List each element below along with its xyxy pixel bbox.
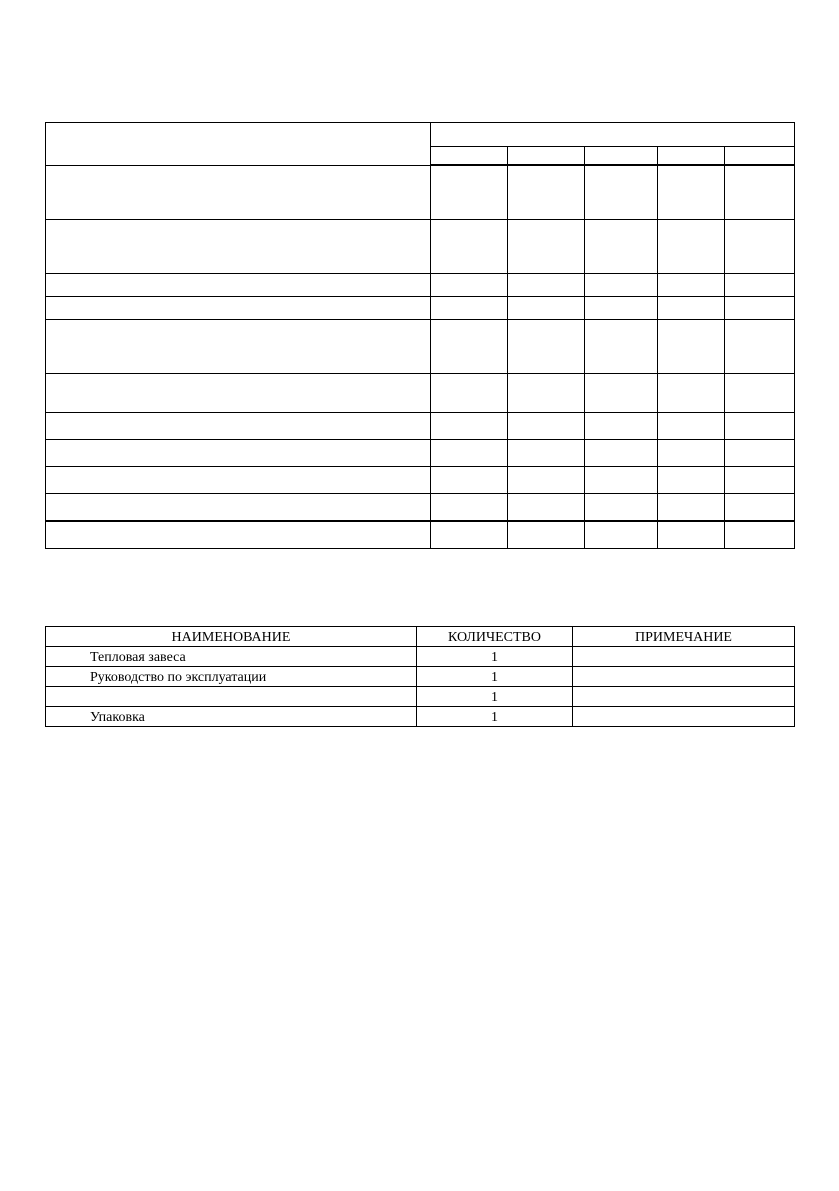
spec-cell (725, 521, 795, 549)
spec-cell (585, 297, 658, 320)
spec-cell (658, 440, 725, 467)
spec-cell (508, 220, 585, 274)
spec-cell (658, 413, 725, 440)
spec-cell (658, 521, 725, 549)
spec-row (46, 165, 795, 220)
spec-cell (725, 165, 795, 220)
item-note (573, 707, 795, 727)
spec-cell (585, 374, 658, 413)
spec-cell (658, 467, 725, 494)
spec-cell (431, 165, 508, 220)
spec-cell (508, 413, 585, 440)
spec-cell (508, 297, 585, 320)
item-name: Упаковка (46, 707, 417, 727)
spec-cell (508, 320, 585, 374)
spec-cell (46, 297, 431, 320)
spec-cell (658, 374, 725, 413)
spec-row (46, 220, 795, 274)
spec-row (46, 374, 795, 413)
spec-model-header-cell (508, 147, 585, 166)
delivery-header-row (46, 627, 795, 647)
delivery-set-table (45, 626, 795, 727)
spec-cell (585, 494, 658, 522)
spec-row (46, 413, 795, 440)
spec-cell (508, 165, 585, 220)
spec-row (46, 440, 795, 467)
spec-cell (46, 413, 431, 440)
spec-cell (508, 440, 585, 467)
spec-cell (585, 165, 658, 220)
spec-cell (725, 413, 795, 440)
spec-cell (46, 165, 431, 220)
spec-cell (508, 274, 585, 297)
name-column-header: НАИМЕНОВАНИЕ (46, 627, 417, 647)
spec-model-header-cell (658, 147, 725, 166)
spec-row (46, 320, 795, 374)
spec-cell (46, 274, 431, 297)
spec-cell (431, 467, 508, 494)
spec-cell (431, 220, 508, 274)
spec-cell (431, 274, 508, 297)
spec-model-group-header-cell (431, 123, 795, 147)
spec-cell (585, 467, 658, 494)
spec-row (46, 494, 795, 522)
item-note (573, 647, 795, 667)
spec-cell (725, 374, 795, 413)
spec-cell (46, 521, 431, 549)
spec-cell (46, 320, 431, 374)
spec-cell (508, 467, 585, 494)
spec-row (46, 467, 795, 494)
item-quantity: 1 (417, 647, 573, 667)
spec-cell (46, 494, 431, 522)
spec-cell (431, 521, 508, 549)
spec-cell (431, 374, 508, 413)
item-quantity: 1 (417, 667, 573, 687)
spec-cell (585, 440, 658, 467)
item-name: Тепловая завеса (46, 647, 417, 667)
item-quantity: 1 (417, 707, 573, 727)
spec-parameter-header-cell (46, 123, 431, 166)
spec-cell (585, 274, 658, 297)
table-row (46, 647, 795, 667)
spec-cell (508, 521, 585, 549)
spec-cell (658, 220, 725, 274)
spec-model-header-cell (725, 147, 795, 166)
spec-cell (585, 413, 658, 440)
specifications-table (45, 122, 795, 549)
spec-cell (508, 494, 585, 522)
spec-cell (725, 440, 795, 467)
spec-cell (585, 220, 658, 274)
item-quantity: 1 (417, 687, 573, 707)
spec-cell (46, 374, 431, 413)
spec-cell (725, 467, 795, 494)
spec-cell (585, 521, 658, 549)
spec-cell (725, 297, 795, 320)
spec-cell (725, 494, 795, 522)
item-note (573, 687, 795, 707)
table-row (46, 667, 795, 687)
spec-cell (46, 220, 431, 274)
spec-cell (725, 220, 795, 274)
spec-cell (725, 274, 795, 297)
quantity-column-header: КОЛИЧЕСТВО (417, 627, 573, 647)
spec-model-header-cell (431, 147, 508, 166)
spec-row (46, 521, 795, 549)
spec-cell (46, 440, 431, 467)
spec-cell (508, 374, 585, 413)
spec-model-header-cell (585, 147, 658, 166)
spec-cell (658, 274, 725, 297)
item-name (46, 687, 417, 707)
spec-cell (46, 467, 431, 494)
spec-cell (431, 297, 508, 320)
spec-cell (658, 320, 725, 374)
spec-row (46, 274, 795, 297)
spec-cell (658, 297, 725, 320)
table-row (46, 687, 795, 707)
item-note (573, 667, 795, 687)
spec-cell (431, 440, 508, 467)
spec-cell (658, 165, 725, 220)
spec-cell (431, 320, 508, 374)
spec-cell (431, 413, 508, 440)
spec-cell (431, 494, 508, 522)
spec-cell (658, 494, 725, 522)
spec-cell (585, 320, 658, 374)
table-row (46, 707, 795, 727)
spec-header-row (46, 123, 795, 147)
item-name: Руководство по эксплуатации (46, 667, 417, 687)
spec-cell (725, 320, 795, 374)
note-column-header: ПРИМЕЧАНИЕ (573, 627, 795, 647)
spec-row (46, 297, 795, 320)
